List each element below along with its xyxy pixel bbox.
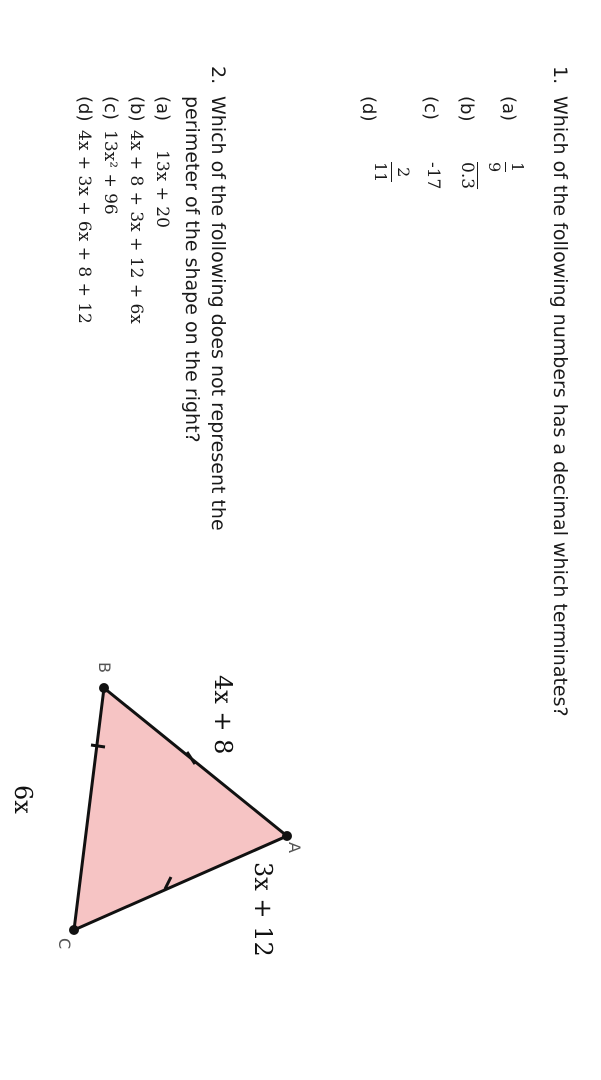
tick-mark-ac [91, 745, 105, 747]
q2-number: 2. [207, 66, 229, 85]
q2-option-c-value: 13x² + 96 [100, 130, 120, 215]
q1-option-d-label: (d) [358, 96, 379, 122]
q1-option-b-label: (b) [456, 96, 477, 122]
q1-number: 1. [549, 66, 571, 85]
vertex-b-label: B [95, 662, 114, 673]
q1-option-a-label: (a) [498, 96, 519, 122]
q2-question-line1: Which of the following does not represent the [207, 96, 229, 531]
vertex-c-label: C [55, 938, 74, 950]
side-ac-label: 3x + 12 [249, 862, 277, 957]
side-ab-label: 4x + 8 [209, 675, 237, 755]
q2-option-a-value: 13x + 20 [152, 150, 172, 228]
q1-option-d-numerator: 2 [394, 167, 413, 178]
q2-question-line2: perimeter of the shape on the right? [181, 96, 203, 443]
vertex-c-point [69, 925, 79, 935]
side-bc-label: 6x [9, 785, 37, 814]
q1-option-b-value: 0.3 [457, 162, 477, 190]
q1-option-d-denominator: 11 [371, 162, 391, 183]
triangle-figure [1, 630, 304, 1050]
q1-question: Which of the following numbers has a decimal which terminates? [549, 96, 571, 717]
q2-option-a-label: (a) [152, 96, 173, 122]
q1-option-c-value: -17 [423, 162, 443, 190]
q2-option-d-label: (d) [74, 96, 95, 122]
q1-option-c-label: (c) [420, 96, 441, 120]
q1-option-a-fraction [485, 162, 525, 172]
q2-option-b-label: (b) [126, 96, 147, 122]
fraction-bar [391, 162, 392, 182]
vertex-a-label: A [285, 842, 304, 853]
vertex-b-point [99, 683, 109, 693]
vertex-a-point [282, 831, 292, 841]
q2-option-d-value: 4x + 3x + 6x + 8 + 12 [74, 130, 94, 324]
q1-option-a-numerator: 1 [508, 162, 527, 173]
fraction-bar [505, 162, 506, 172]
q2-option-b-value: 4x + 8 + 3x + 12 + 6x [126, 130, 146, 324]
q1-option-a-denominator: 9 [485, 162, 505, 173]
q2-option-c-label: (c) [100, 96, 121, 120]
q1-option-d-fraction [371, 162, 411, 182]
